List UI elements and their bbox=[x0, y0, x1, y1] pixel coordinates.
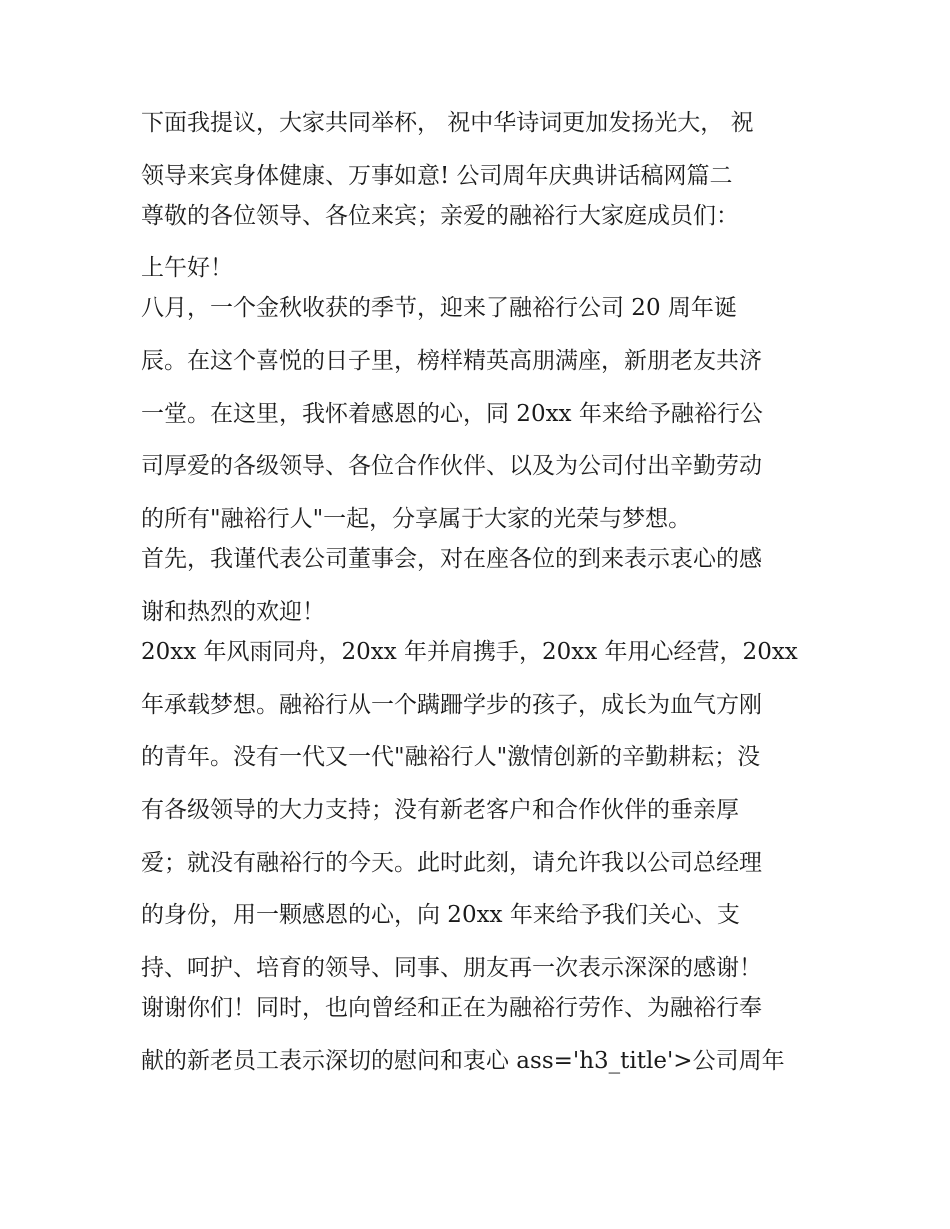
text-line: 献的新老员工表示深切的慰问和衷心 ass='h3_title'>公司周年 bbox=[141, 1047, 785, 1074]
text-line: 司厚爱的各级领导、各位合作伙伴、以及为公司付出辛勤劳动 bbox=[141, 453, 762, 480]
text-line: 的身份，用一颗感恩的心，向 20xx 年来给予我们关心、支 bbox=[141, 902, 740, 929]
text-line: 持、呵护、培育的领导、同事、朋友再一次表示深深的感谢！ bbox=[141, 954, 762, 981]
text-line: 辰。在这个喜悦的日子里，榜样精英高朋满座，新朋老友共济 bbox=[141, 348, 762, 375]
text-line: 谢和热烈的欢迎！ bbox=[141, 598, 325, 625]
text-line: 尊敬的各位领导、各位来宾；亲爱的融裕行大家庭成员们： bbox=[141, 202, 739, 229]
text-line: 领导来宾身体健康、万事如意! 公司周年庆典讲话稿网篇二 bbox=[141, 162, 733, 189]
text-line: 有各级领导的大力支持；没有新老客户和合作伙伴的垂亲厚 bbox=[141, 796, 739, 823]
text-line: 八月，一个金秋收获的季节，迎来了融裕行公司 20 周年诞 bbox=[141, 295, 737, 322]
text-line: 的所有"融裕行人"一起，分享属于大家的光荣与梦想。 bbox=[141, 506, 692, 533]
text-line: 年承载梦想。融裕行从一个蹒跚学步的孩子，成长为血气方刚 bbox=[141, 691, 762, 718]
speech-text bbox=[141, 108, 821, 1098]
text-line: 20xx 年风雨同舟，20xx 年并肩携手，20xx 年用心经营，20xx bbox=[141, 638, 798, 665]
text-line: 首先，我谨代表公司董事会，对在座各位的到来表示衷心的感 bbox=[141, 546, 762, 573]
text-line: 下面我提议，大家共同举杯， 祝中华诗词更加发扬光大， 祝 bbox=[141, 110, 754, 136]
text-line: 谢谢你们！同时，也向曾经和正在为融裕行劳作、为融裕行奉 bbox=[141, 994, 762, 1021]
text-line: 的青年。没有一代又一代"融裕行人"激情创新的辛勤耕耘；没 bbox=[141, 744, 761, 771]
text-line: 上午好！ bbox=[141, 255, 233, 282]
text-line: 爱；就没有融裕行的今天。此时此刻，请允许我以公司总经理 bbox=[141, 849, 762, 876]
text-line: 一堂。在这里，我怀着感恩的心，同 20xx 年来给予融裕行公 bbox=[141, 400, 763, 427]
